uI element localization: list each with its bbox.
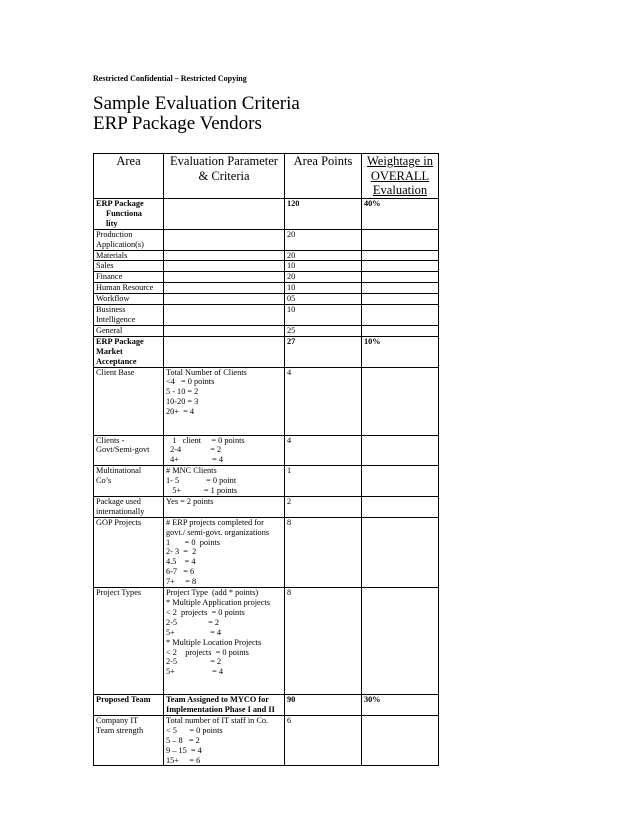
criteria-line: 5+ = 1 points: [166, 486, 238, 496]
area-line: internationally: [96, 506, 145, 516]
cell-area: [94, 283, 164, 294]
cell-area: [94, 261, 164, 272]
cell-area: [94, 305, 164, 326]
area-line: Materials: [96, 250, 128, 260]
table-row: [94, 517, 439, 587]
table-row: [94, 283, 439, 294]
cell-area-points: 1: [285, 466, 362, 497]
cell-weightage: [362, 466, 439, 497]
criteria-line: * Multiple Location Projects: [166, 637, 262, 647]
area-line: Govt/Semi-govt: [96, 445, 150, 455]
cell-area: [94, 588, 164, 695]
cell-area-points: 4: [285, 367, 362, 435]
criteria-line: 7+ = 8: [166, 577, 197, 587]
cell-area-points: 10: [285, 305, 362, 326]
criteria-line: 5+ = 4: [166, 627, 221, 637]
area-line: ERP Package: [96, 199, 144, 208]
cell-criteria: [164, 496, 285, 517]
cell-criteria: [164, 250, 285, 261]
cell-weightage: [362, 588, 439, 695]
criteria-line: 4.5 = 4: [166, 557, 196, 567]
cell-weightage: 10%: [362, 336, 439, 367]
criteria-line: Total Number of Clients: [166, 367, 247, 377]
table-row: [94, 305, 439, 326]
area-line: Multinational: [96, 466, 142, 476]
header-weightage: Weightage in OVERALL Evaluation: [362, 154, 439, 199]
cell-area-points: 20: [285, 250, 362, 261]
cell-weightage: [362, 294, 439, 305]
cell-area: [94, 336, 164, 367]
table-row: [94, 588, 439, 695]
area-line: Application(s): [96, 239, 144, 249]
table-row: [94, 695, 439, 716]
criteria-line: Team Assigned to MYCO for: [166, 695, 269, 705]
table-row: [94, 496, 439, 517]
cell-area: [94, 715, 164, 766]
table-row: [94, 336, 439, 367]
cell-weightage: [362, 367, 439, 435]
criteria-line: # MNC Clients: [166, 466, 217, 476]
criteria-line: 2-5 = 2: [166, 617, 220, 627]
evaluation-criteria-table: [93, 153, 439, 766]
area-line: Clients -: [96, 435, 125, 445]
area-line: Human Resource: [96, 283, 154, 293]
cell-criteria: [164, 325, 285, 336]
area-line: Business: [96, 305, 126, 315]
criteria-line: Total number of IT staff in Co.: [166, 715, 269, 725]
table-body: [94, 199, 439, 766]
table-row: [94, 466, 439, 497]
cell-area: [94, 517, 164, 587]
area-line: Project Types: [96, 588, 142, 598]
cell-area-points: 25: [285, 325, 362, 336]
cell-area: [94, 250, 164, 261]
area-line: ERP Package: [96, 336, 144, 346]
cell-criteria: [164, 272, 285, 283]
cell-criteria: [164, 435, 285, 466]
cell-weightage: [362, 325, 439, 336]
area-line: Co’s: [96, 476, 112, 486]
cell-criteria: [164, 695, 285, 716]
cell-area: [94, 496, 164, 517]
area-line: Team strength: [96, 725, 144, 735]
cell-area-points: 2: [285, 496, 362, 517]
area-line: Company IT: [96, 715, 139, 725]
table-row: [94, 715, 439, 766]
table-row: [94, 250, 439, 261]
cell-weightage: [362, 283, 439, 294]
cell-area-points: 6: [285, 715, 362, 766]
cell-weightage: [362, 496, 439, 517]
table-row: [94, 367, 439, 435]
cell-area: [94, 272, 164, 283]
cell-weightage: [362, 250, 439, 261]
cell-weightage: [362, 435, 439, 466]
cell-area: [94, 229, 164, 250]
cell-area-points: 05: [285, 294, 362, 305]
table-row: [94, 229, 439, 250]
table-row: [94, 294, 439, 305]
criteria-line: 9 – 15 = 4: [166, 745, 202, 755]
restricted-notice: Restricted Confidential – Restricted Copying: [93, 74, 247, 83]
area-line: GOP Projects: [96, 517, 142, 527]
criteria-line: Implementation Phase I and II: [166, 705, 275, 714]
area-line: Production: [96, 229, 133, 239]
area-line: Acceptance: [96, 356, 137, 366]
cell-area-points: 10: [285, 261, 362, 272]
area-line: Package used: [96, 496, 141, 506]
criteria-line: 15+ = 6: [166, 755, 201, 765]
area-line: Intelligence: [96, 314, 136, 324]
cell-weightage: 30%: [362, 695, 439, 716]
criteria-line: 1 = 0 points: [166, 537, 221, 547]
cell-area-points: 120: [285, 199, 362, 230]
document-title: [93, 94, 300, 134]
header-evaluation-parameter: Evaluation Parameter & Criteria: [164, 154, 285, 199]
cell-criteria: [164, 261, 285, 272]
table-row: [94, 199, 439, 230]
cell-weightage: 40%: [362, 199, 439, 230]
cell-weightage: [362, 261, 439, 272]
criteria-line: < 5 = 0 points: [166, 725, 223, 735]
table-row: [94, 325, 439, 336]
criteria-line: # ERP projects completed for: [166, 517, 264, 527]
table-row: [94, 435, 439, 466]
cell-criteria: [164, 199, 285, 230]
criteria-line: 20+ = 4: [166, 407, 195, 417]
criteria-line: 4+ = 4: [166, 455, 224, 465]
criteria-line: 2-5 = 2: [166, 657, 222, 667]
cell-weightage: [362, 272, 439, 283]
table-header-row: [94, 154, 439, 199]
title-line-1: Sample Evaluation Criteria: [93, 93, 300, 114]
criteria-line: 1 client = 0 points: [166, 435, 245, 445]
cell-criteria: [164, 517, 285, 587]
criteria-line: < 2 projects = 0 points: [166, 647, 249, 657]
area-line: Sales: [96, 261, 114, 271]
cell-criteria: [164, 283, 285, 294]
criteria-line: < 2 projects = 0 points: [166, 607, 245, 617]
area-line: Functiona: [106, 208, 142, 218]
cell-weightage: [362, 229, 439, 250]
cell-weightage: [362, 517, 439, 587]
cell-area-points: 90: [285, 695, 362, 716]
cell-criteria: [164, 588, 285, 695]
cell-area-points: 20: [285, 229, 362, 250]
cell-area: [94, 695, 164, 716]
criteria-line: 1- 5 = 0 point: [166, 476, 237, 486]
criteria-line: Yes = 2 points: [166, 496, 214, 506]
cell-area: [94, 294, 164, 305]
cell-criteria: [164, 466, 285, 497]
cell-area: [94, 199, 164, 230]
cell-area: [94, 435, 164, 466]
area-line: Workflow: [96, 294, 130, 304]
cell-criteria: [164, 336, 285, 367]
criteria-line: * Multiple Application projects: [166, 598, 270, 607]
area-line: Market: [96, 346, 123, 356]
criteria-line: 5+ = 4: [166, 667, 224, 677]
area-line: Proposed Team: [96, 695, 151, 705]
criteria-line: 5 - 10 = 2: [166, 387, 199, 397]
cell-area-points: 10: [285, 283, 362, 294]
cell-area-points: 4: [285, 435, 362, 466]
header-area: Area: [94, 154, 164, 199]
area-line: lity: [106, 218, 118, 228]
criteria-line: 10-20 = 3: [166, 397, 199, 407]
criteria-line: govt./ semi-govt. organizations: [166, 527, 270, 537]
cell-criteria: [164, 715, 285, 766]
cell-area: [94, 325, 164, 336]
criteria-line: 6-7 = 6: [166, 567, 195, 577]
cell-weightage: [362, 305, 439, 326]
area-line: General: [96, 325, 123, 335]
cell-weightage: [362, 715, 439, 766]
cell-area-points: 8: [285, 517, 362, 587]
criteria-line: 2- 3 = 2: [166, 547, 197, 557]
criteria-line: <4 = 0 points: [166, 377, 215, 387]
cell-area-points: 20: [285, 272, 362, 283]
cell-criteria: [164, 305, 285, 326]
cell-criteria: [164, 229, 285, 250]
title-line-2: ERP Package Vendors: [93, 113, 262, 134]
cell-area-points: 27: [285, 336, 362, 367]
cell-criteria: [164, 294, 285, 305]
cell-area: [94, 367, 164, 435]
table-row: [94, 272, 439, 283]
cell-area: [94, 466, 164, 497]
table-row: [94, 261, 439, 272]
cell-area-points: 8: [285, 588, 362, 695]
criteria-line: 2-4 = 2: [166, 445, 222, 455]
cell-criteria: [164, 367, 285, 435]
area-line: Finance: [96, 272, 123, 282]
criteria-line: 5 – 8 = 2: [166, 735, 200, 745]
area-line: Client Base: [96, 367, 135, 377]
criteria-line: Project Type (add * points): [166, 588, 259, 598]
header-area-points: Area Points: [285, 154, 362, 199]
